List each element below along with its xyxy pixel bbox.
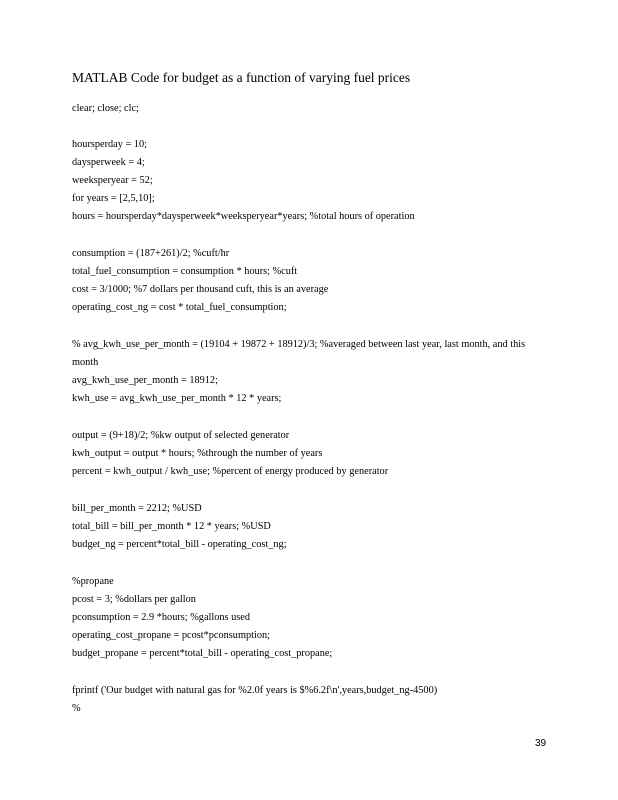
code-line: % avg_kwh_use_per_month = (19104 + 19872 + 18912)/3; %averaged between last year, last month, and this: [72, 339, 526, 350]
code-line: budget_ng = percent*total_bill - operating_cost_ng;: [72, 539, 287, 550]
code-line: daysperweek = 4;: [72, 157, 145, 168]
code-line: cost = 3/1000; %7 dollars per thousand cuft, this is an average: [72, 284, 329, 295]
code-line: avg_kwh_use_per_month = 18912;: [72, 375, 218, 386]
code-line: pconsumption = 2.9 *hours; %gallons used: [72, 612, 250, 623]
code-line: total_fuel_consumption = consumption * hours; %cuft: [72, 266, 298, 277]
code-line: pcost = 3; %dollars per gallon: [72, 594, 196, 605]
document-title: MATLAB Code for budget as a function of varying fuel prices: [72, 70, 411, 85]
code-line: fprintf ('Our budget with natural gas for %2.0f years is $%6.2f\n',years,budget_ng-4500): [72, 685, 438, 696]
code-line: for years = [2,5,10];: [72, 193, 155, 204]
code-line: clear; close; clc;: [72, 103, 139, 114]
code-line: bill_per_month = 2212; %USD: [72, 503, 202, 514]
code-line: operating_cost_ng = cost * total_fuel_consumption;: [72, 302, 287, 313]
code-line: total_bill = bill_per_month * 12 * years; %USD: [72, 521, 271, 532]
code-line: operating_cost_propane = pcost*pconsumption;: [72, 630, 270, 641]
code-line: output = (9+18)/2; %kw output of selected generator: [72, 430, 290, 441]
code-line: %: [72, 703, 81, 714]
code-line: weeksperyear = 52;: [72, 175, 153, 186]
code-line: consumption = (187+261)/2; %cuft/hr: [72, 248, 230, 259]
code-line: budget_propane = percent*total_bill - operating_cost_propane;: [72, 648, 333, 659]
code-line: hoursperday = 10;: [72, 139, 148, 150]
page-number: 39: [535, 738, 547, 749]
code-line: kwh_use = avg_kwh_use_per_month * 12 * years;: [72, 393, 282, 404]
code-line: %propane: [72, 576, 114, 587]
code-line: month: [72, 357, 99, 368]
code-line: kwh_output = output * hours; %through the number of years: [72, 448, 323, 459]
code-line: percent = kwh_output / kwh_use; %percent of energy produced by generator: [72, 466, 389, 477]
code-line: hours = hoursperday*daysperweek*weeksperyear*years; %total hours of operation: [72, 211, 415, 222]
